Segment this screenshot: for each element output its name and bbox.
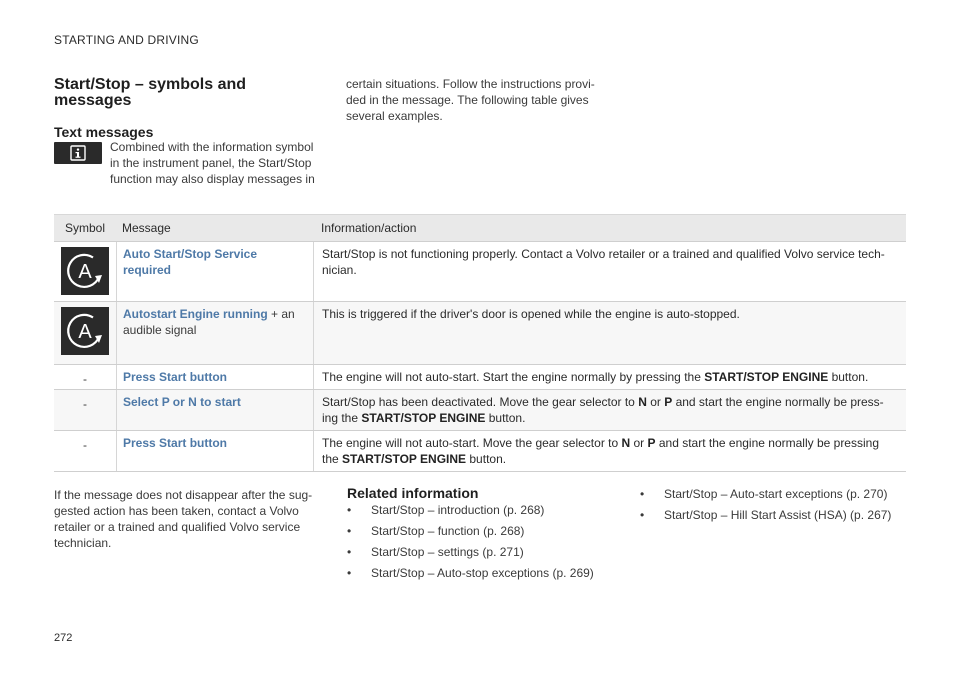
related-link[interactable]: • Start/Stop – Hill Start Assist (HSA) (p. 267): [640, 508, 892, 522]
message-text: Auto Start/Stop Service required: [123, 247, 258, 277]
intro-paragraph-2: certain situations. Follow the instructions provi-ded in the message. The following table gives several examples.: [346, 77, 595, 123]
message-text: Select P or N to start: [123, 395, 241, 409]
information-symbol: [54, 142, 102, 164]
info-text: The engine will not auto-start. Start the engine normally by pressing the START/STOP ENGINE button.: [313, 365, 906, 389]
related-link[interactable]: • Start/Stop – settings (p. 271): [347, 545, 524, 559]
messages-table: [54, 214, 906, 472]
table-header: [54, 214, 906, 242]
auto-start-stop-icon: [61, 247, 109, 295]
related-link[interactable]: • Start/Stop – function (p. 268): [347, 524, 525, 538]
page-number: 272: [54, 632, 73, 644]
table-row: [54, 302, 906, 365]
svg-text:A: A: [78, 261, 92, 283]
related-link[interactable]: • Start/Stop – Auto-stop exceptions (p. 269): [347, 566, 594, 580]
info-text: Start/Stop has been deactivated. Move the gear selector to N or P and start the engine normally be press-ing the START/STOP ENGINE button.: [313, 390, 906, 430]
related-link[interactable]: • Start/Stop – Auto-start exceptions (p. 270): [640, 487, 888, 501]
header-message: Message: [122, 221, 171, 235]
message-suffix: + an audible signal: [123, 307, 295, 337]
related-heading: Related information: [347, 485, 479, 501]
symbol-dash: -: [83, 372, 87, 386]
message-text: Press Start button: [123, 370, 228, 384]
svg-text:A: A: [78, 321, 92, 343]
outro-paragraph: If the message does not disappear after the sug-gested action has been taken, contact a Volvo retailer or a trained and qualified Volvo service technician.: [54, 488, 313, 550]
info-text: Start/Stop is not functioning properly. Contact a Volvo retailer or a trained and qualified Volvo service tech-nician.: [313, 242, 906, 301]
auto-start-stop-icon: [61, 307, 109, 355]
related-link[interactable]: • Start/Stop – introduction (p. 268): [347, 503, 545, 517]
symbol-dash: -: [83, 397, 87, 411]
subheading: Text messages: [54, 124, 154, 140]
header-symbol: Symbol: [64, 221, 105, 235]
related-list-right: [640, 487, 891, 529]
related-list-left: [347, 503, 594, 587]
table-row: [54, 242, 906, 302]
header-info: Information/action: [321, 221, 417, 235]
table-row: [54, 431, 906, 472]
info-text: The engine will not auto-start. Move the gear selector to N or P and start the engine normally be pressing the START/STOP ENGINE button.: [313, 431, 906, 471]
page-title: Start/Stop – symbols and messages: [54, 76, 247, 109]
message-text: Autostart Engine running: [123, 307, 268, 321]
symbol-dash: -: [83, 438, 87, 452]
message-text: Press Start button: [123, 436, 228, 450]
section-header: STARTING AND DRIVING: [54, 33, 199, 47]
table-row: [54, 390, 906, 431]
table-row: [54, 365, 906, 390]
info-icon: [54, 142, 102, 164]
intro-paragraph-1: Combined with the information symbol in the instrument panel, the Start/Stop function may also display messages in: [110, 140, 315, 186]
info-text: This is triggered if the driver's door is opened while the engine is auto-stopped.: [313, 302, 906, 364]
